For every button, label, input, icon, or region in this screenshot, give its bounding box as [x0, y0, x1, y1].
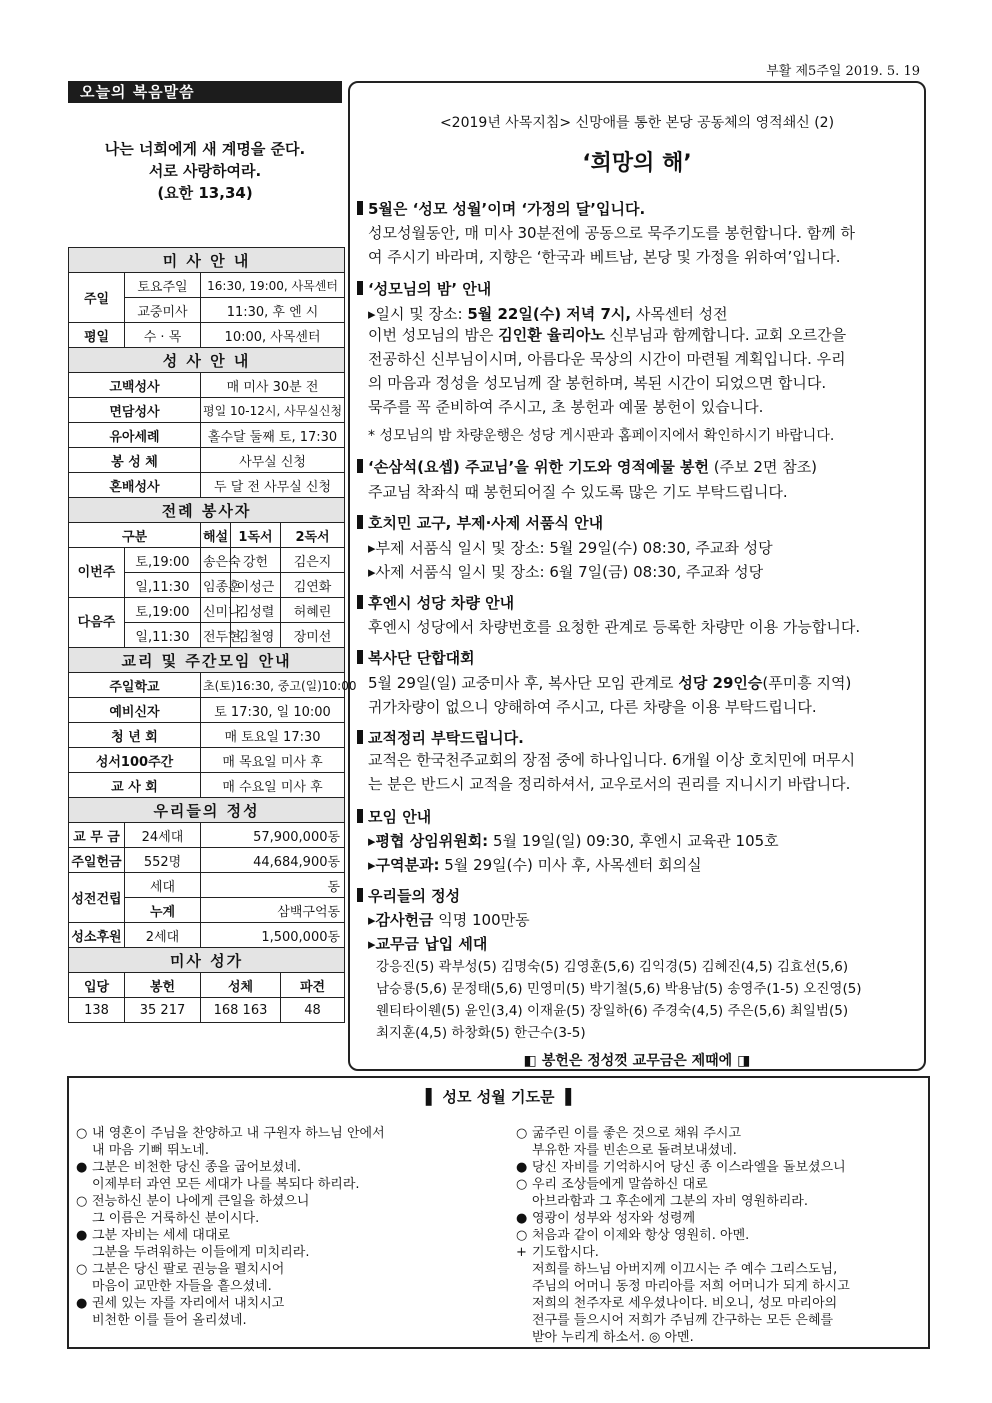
section-text: 교적은 한국천주교회의 장점 중에 하나입니다. 6개월 이상 호치민에 머무시 는 분은 반드시 교적을 정리하셔서, 교우로서의 권리를 지니시기 바랍니다. — [368, 751, 856, 793]
prayer-text: 그분 자비는 세세 대대로 — [92, 1228, 230, 1243]
prayer-left-column — [76, 1125, 385, 1329]
prayer-text: 비천한 이를 들어 올리셨네. — [92, 1313, 247, 1328]
hymn-col: 성체 — [201, 973, 281, 998]
catechism-label: 청 년 회 — [69, 723, 201, 748]
offering-count: 24세대 — [125, 823, 201, 848]
prayer-text: 주님의 어머니 동정 마리아를 저희 어머니가 되게 하시고 — [532, 1279, 850, 1294]
prayer-line — [516, 1329, 850, 1346]
prayer-line — [516, 1244, 850, 1261]
liturgy-person: 이성근 — [231, 573, 281, 598]
building-amount: 동 — [201, 873, 345, 898]
sacrament-label: 봉 성 체 — [69, 448, 201, 473]
prayer-symbol: ● — [76, 1160, 88, 1175]
sacrament-value: 평일 10-12시, 사무실신청 — [201, 398, 345, 423]
prayer-line — [516, 1261, 850, 1278]
sacrament-value: 두 달 전 사무실 신청 — [201, 473, 345, 498]
prayer-line — [516, 1176, 850, 1193]
liturgy-col: 해설 — [201, 523, 231, 548]
mass-time: 10:00, 사목센터 — [201, 323, 345, 348]
liturgy-col: 1독서 — [231, 523, 281, 548]
sacrament-header: 성 사 안 내 — [69, 348, 345, 373]
prayer-right-column — [516, 1125, 850, 1346]
prayer-text: 우리 조상들에게 말씀하신 대로 — [532, 1177, 708, 1192]
building-count: 누계 — [125, 898, 201, 923]
liturgy-person: 김은지 — [281, 548, 345, 573]
prayer-symbol: ○ — [76, 1194, 88, 1209]
liturgy-time: 토,19:00 — [125, 598, 201, 623]
prayer-line — [516, 1159, 850, 1176]
mass-time: 11:30, 후 엔 시 — [201, 298, 345, 323]
prayer-symbol: ○ — [76, 1126, 88, 1141]
event-bullet: ▸부제 서품식 일시 및 장소: 5월 29일(수) 08:30, 주교좌 성당 — [368, 539, 773, 557]
sacrament-value: 홀수달 둘째 토, 17:30 — [201, 423, 345, 448]
event-bullet: ▸감사헌금 익명 100만동 — [368, 911, 530, 929]
prayer-line — [76, 1193, 385, 1210]
section-heading: 교적정리 부탁드립니다. — [357, 727, 524, 748]
mass-name: 토요주일 — [125, 273, 201, 298]
section-text: 주교님 착좌식 때 봉헌되어질 수 있도록 많은 기도 부탁드립니다. — [368, 483, 788, 501]
next-week-label: 다음주 — [69, 598, 125, 648]
catechism-value: 매 수요일 미사 후 — [201, 773, 345, 798]
prayer-text: 그분을 두려워하는 이들에게 미치리라. — [92, 1245, 310, 1260]
building-amount: 삼백구억동 — [201, 898, 345, 923]
prayer-symbol: ○ — [76, 1262, 88, 1277]
sunday-label: 주일 — [69, 273, 125, 323]
prayer-line — [76, 1312, 385, 1329]
prayer-text: 그분은 당신 팔로 권능을 펼치시어 — [92, 1262, 285, 1277]
gospel-line: 서로 사랑하여라. — [148, 162, 262, 180]
info-table — [68, 247, 357, 1023]
offering-amount: 57,900,000동 — [201, 823, 345, 848]
prayer-text: 받아 누리게 하소서. ◎ 아멘. — [532, 1330, 694, 1345]
gospel-text — [68, 138, 342, 204]
prayer-line — [516, 1227, 850, 1244]
mass-name: 수 · 목 — [125, 323, 201, 348]
catechism-value: 매 목요일 미사 후 — [201, 748, 345, 773]
prayer-text: 부유한 자를 빈손으로 돌려보내셨네. — [532, 1143, 737, 1158]
section-heading: ‘손삼석(요셉) 주교님’을 위한 기도와 영적예물 봉헌 (주보 2면 참조) — [357, 456, 817, 477]
prayer-line — [76, 1125, 385, 1142]
liturgy-time: 일,11:30 — [125, 573, 201, 598]
sacrament-label: 혼배성사 — [69, 473, 201, 498]
liturgy-person: 허혜린 — [281, 598, 345, 623]
sacrament-value: 사무실 신청 — [201, 448, 345, 473]
mass-time: 16:30, 19:00, 사목센터 — [201, 273, 345, 298]
section-heading: 복사단 단합대회 — [357, 647, 475, 668]
sacrament-label: 고백성사 — [69, 373, 201, 398]
prayer-line — [76, 1227, 385, 1244]
prayer-line — [76, 1210, 385, 1227]
catechism-value: 초(토)16:30, 중고(일)10:00 — [201, 673, 345, 698]
support-count: 2세대 — [125, 923, 201, 948]
prayer-text: 저희를 하느님 아버지께 이끄시는 주 예수 그리스도님, — [532, 1262, 838, 1277]
prayer-text: 그분은 비천한 당신 종을 굽어보셨네. — [92, 1160, 302, 1175]
prayer-line — [516, 1142, 850, 1159]
prayer-text: 전구를 들으시어 저희가 주님께 간구하는 모든 은혜를 — [532, 1313, 834, 1328]
prayer-text: 내 영혼이 주님을 찬양하고 내 구원자 하느님 안에서 — [92, 1126, 385, 1141]
hymn-value: 35 217 — [125, 998, 201, 1023]
section-heading: 우리들의 정성 — [357, 885, 460, 906]
hymn-value: 168 163 — [201, 998, 281, 1023]
event-bullet: ▸사제 서품식 일시 및 장소: 6월 7일(금) 08:30, 주교좌 성당 — [368, 563, 764, 581]
prayer-text: 아브라함과 그 후손에게 그분의 자비 영원하리라. — [532, 1194, 808, 1209]
section-heading: 후엔시 성당 차량 안내 — [357, 592, 514, 613]
offering-amount: 44,684,900동 — [201, 848, 345, 873]
main-title: ‘희망의 해’ — [582, 151, 692, 176]
hymn-value: 48 — [281, 998, 345, 1023]
prayer-text: 내 마음 기뻐 뛰노네. — [92, 1143, 209, 1158]
support-amount: 1,500,000동 — [201, 923, 345, 948]
footer-note: ◧ 봉헌은 정성껏 교무금은 제때에 ◨ — [523, 1053, 751, 1069]
liturgy-person: 임종훈 — [201, 573, 231, 598]
section-text: 이번 성모님의 밤은 김인환 율리아노 신부님과 함께합니다. 교회 오르간을 전공하신 신부님이시며, 아름다운 묵상의 시간이 마련될 계획입니다. 우리 의 마음과 정성을 성모님께 잘 봉헌하며, 복된 시간이 되었으면 합니다. 묵주를 꼭 준비하여 주시고, 초 봉헌과 예물 봉헌이 있습니다. — [368, 326, 847, 416]
prayer-line — [516, 1193, 850, 1210]
catechism-label: 주일학교 — [69, 673, 201, 698]
section-text: 성모성월동안, 매 미사 30분전에 공동으로 묵주기도를 봉헌합니다. 함께 하 여 주시기 바라며, 지향은 ‘한국과 베트남, 본당 및 가정을 위하여’입니다. — [368, 224, 855, 266]
prayer-text: 전능하신 분이 나에게 큰일을 하셨으니 — [92, 1194, 310, 1209]
event-bullet: ▸구역분과: 5월 29일(수) 미사 후, 사목센터 회의실 — [368, 856, 702, 874]
prayer-line — [76, 1278, 385, 1295]
prayer-text: 기도합시다. — [532, 1245, 599, 1260]
building-count: 세대 — [125, 873, 201, 898]
sacrament-value: 매 미사 30분 전 — [201, 373, 345, 398]
prayer-symbol: ● — [516, 1211, 528, 1226]
liturgy-time: 일,11:30 — [125, 623, 201, 648]
prayer-text: 권세 있는 자를 자리에서 내치시고 — [92, 1296, 285, 1311]
hymn-col: 파견 — [281, 973, 345, 998]
prayer-text: 처음과 같이 이제와 항상 영원히. 아멘. — [532, 1228, 750, 1243]
section-heading: ‘성모님의 밤’ 안내 — [357, 278, 491, 299]
building-label: 성전건립 — [69, 873, 125, 923]
prayer-symbol: ● — [516, 1160, 528, 1175]
prayer-text: 이제부터 과연 모든 세대가 나를 복되다 하리라. — [92, 1177, 360, 1192]
gospel-tag: 오늘의 복음말씀 — [68, 81, 342, 103]
offering-count: 552명 — [125, 848, 201, 873]
prayer-line — [76, 1295, 385, 1312]
prayer-symbol: ● — [76, 1296, 88, 1311]
this-week-label: 이번주 — [69, 548, 125, 598]
prayer-symbol: ○ — [516, 1228, 528, 1243]
hymn-col: 봉헌 — [125, 973, 201, 998]
hymn-value: 138 — [69, 998, 125, 1023]
event-bullet: ▸교무금 납입 세대 — [368, 935, 488, 953]
prayer-line — [76, 1261, 385, 1278]
prayer-line — [516, 1210, 850, 1227]
section-text: 귀가차량이 없으니 양해하여 주시고, 다른 차량을 이용 부탁드립니다. — [368, 698, 817, 716]
liturgy-person: 송은숙 — [201, 548, 231, 573]
catechism-value: 토 17:30, 일 10:00 — [201, 698, 345, 723]
gospel-line: 나는 너희에게 새 계명을 준다. — [104, 140, 306, 158]
liturgy-col: 2독서 — [281, 523, 345, 548]
prayer-line — [76, 1159, 385, 1176]
prayer-symbol: ● — [76, 1228, 88, 1243]
offering-header: 우리들의 정성 — [69, 798, 345, 823]
prayer-title: ▌ 성모 성월 기도문 ▐ — [425, 1088, 572, 1106]
subtitle: <2019년 사목지침> 신망애를 통한 본당 공동체의 영적쇄신 (2) — [439, 115, 835, 131]
section-text: 5월 29일(일) 교중미사 후, 복사단 모임 관계로 성당 29인승(푸미흥 지역) — [368, 674, 852, 692]
sacrament-label: 면담성사 — [69, 398, 201, 423]
prayer-line — [516, 1312, 850, 1329]
hymns-header: 미사 성가 — [69, 948, 345, 973]
weekday-label: 평일 — [69, 323, 125, 348]
liturgy-header: 전례 봉사자 — [69, 498, 345, 523]
liturgy-person: 강헌 — [231, 548, 281, 573]
offering-label: 교 무 금 — [69, 823, 125, 848]
section-note: * 성모님의 밤 차량운행은 성당 게시판과 홈페이지에서 확인하시기 바랍니다. — [368, 428, 835, 444]
catechism-value: 매 토요일 17:30 — [201, 723, 345, 748]
prayer-line — [76, 1142, 385, 1159]
liturgy-person: 김성렬 — [231, 598, 281, 623]
section-text: 후엔시 성당에서 차량번호를 요청한 관계로 등록한 차량만 이용 가능합니다. — [368, 618, 861, 636]
liturgy-person: 김연화 — [281, 573, 345, 598]
section-heading: 모임 안내 — [357, 806, 431, 827]
prayer-symbol: + — [516, 1245, 527, 1260]
sacrament-label: 유아세례 — [69, 423, 201, 448]
liturgy-person: 신미나 — [201, 598, 231, 623]
liturgy-person: 장미선 — [281, 623, 345, 648]
event-bullet: ▸평협 상임위원회: 5월 19일(일) 09:30, 후엔시 교육관 105호 — [368, 832, 779, 850]
mass-header: 미 사 안 내 — [69, 248, 345, 273]
catechism-label: 교 사 회 — [69, 773, 201, 798]
prayer-text: 굶주린 이를 좋은 것으로 채워 주시고 — [532, 1126, 742, 1141]
prayer-line — [516, 1125, 850, 1142]
liturgy-col: 구분 — [69, 523, 201, 548]
liturgy-person: 김철영 — [231, 623, 281, 648]
prayer-text: 당신 자비를 기억하시어 당신 종 이스라엘을 돌보셨으니 — [532, 1160, 846, 1175]
liturgy-person: 전두현 — [201, 623, 231, 648]
support-label: 성소후원 — [69, 923, 125, 948]
catechism-label: 예비신자 — [69, 698, 201, 723]
hymn-col: 입당 — [69, 973, 125, 998]
mass-name: 교중미사 — [125, 298, 201, 323]
donor-names: 강응진(5) 곽부성(5) 김명숙(5) 김영훈(5,6) 김익경(5) 김혜진(4,5) 김효선(5,6) 남승룡(5,6) 문정태(5,6) 민영미(5) 박기철(5,6) 박용남(5) 송영주(1-5) 오진영(5) 웬티타이웬(5) 윤인(3,4) 이재윤(5) 장일하(6) 주경숙(4,5) 주은(5,6) 최일범(5) 최지훈(4,5) 하창화(5) 한근수(3-5) — [376, 959, 862, 1041]
prayer-text: 저희의 천주자로 세우셨나이다. 비오니, 성모 마리아의 — [532, 1296, 838, 1311]
prayer-line — [76, 1244, 385, 1261]
offering-label: 주일헌금 — [69, 848, 125, 873]
prayer-text: 영광이 성부와 성자와 성령께 — [532, 1211, 696, 1226]
section-heading: 호치민 교구, 부제·사제 서품식 안내 — [357, 512, 603, 533]
prayer-line — [76, 1176, 385, 1193]
section-heading: 5월은 ‘성모 성월’이며 ‘가정의 달’입니다. — [357, 198, 645, 219]
prayer-line — [516, 1278, 850, 1295]
prayer-text: 그 이름은 거룩하신 분이시다. — [92, 1211, 260, 1226]
prayer-line — [516, 1295, 850, 1312]
liturgy-time: 토,19:00 — [125, 548, 201, 573]
prayer-symbol: ○ — [516, 1177, 528, 1192]
prayer-text: 마음이 교만한 자들을 흩으셨네. — [92, 1279, 272, 1294]
catechism-label: 성서100주간 — [69, 748, 201, 773]
gospel-line: (요한 13,34) — [157, 184, 253, 202]
prayer-symbol: ○ — [516, 1126, 528, 1141]
catechism-header: 교리 및 주간모임 안내 — [69, 648, 345, 673]
event-bullet: ▸일시 및 장소: 5월 22일(수) 저녁 7시, 사목센터 성전 — [368, 305, 728, 323]
date-line: 부활 제5주일 2019. 5. 19 — [766, 64, 920, 79]
